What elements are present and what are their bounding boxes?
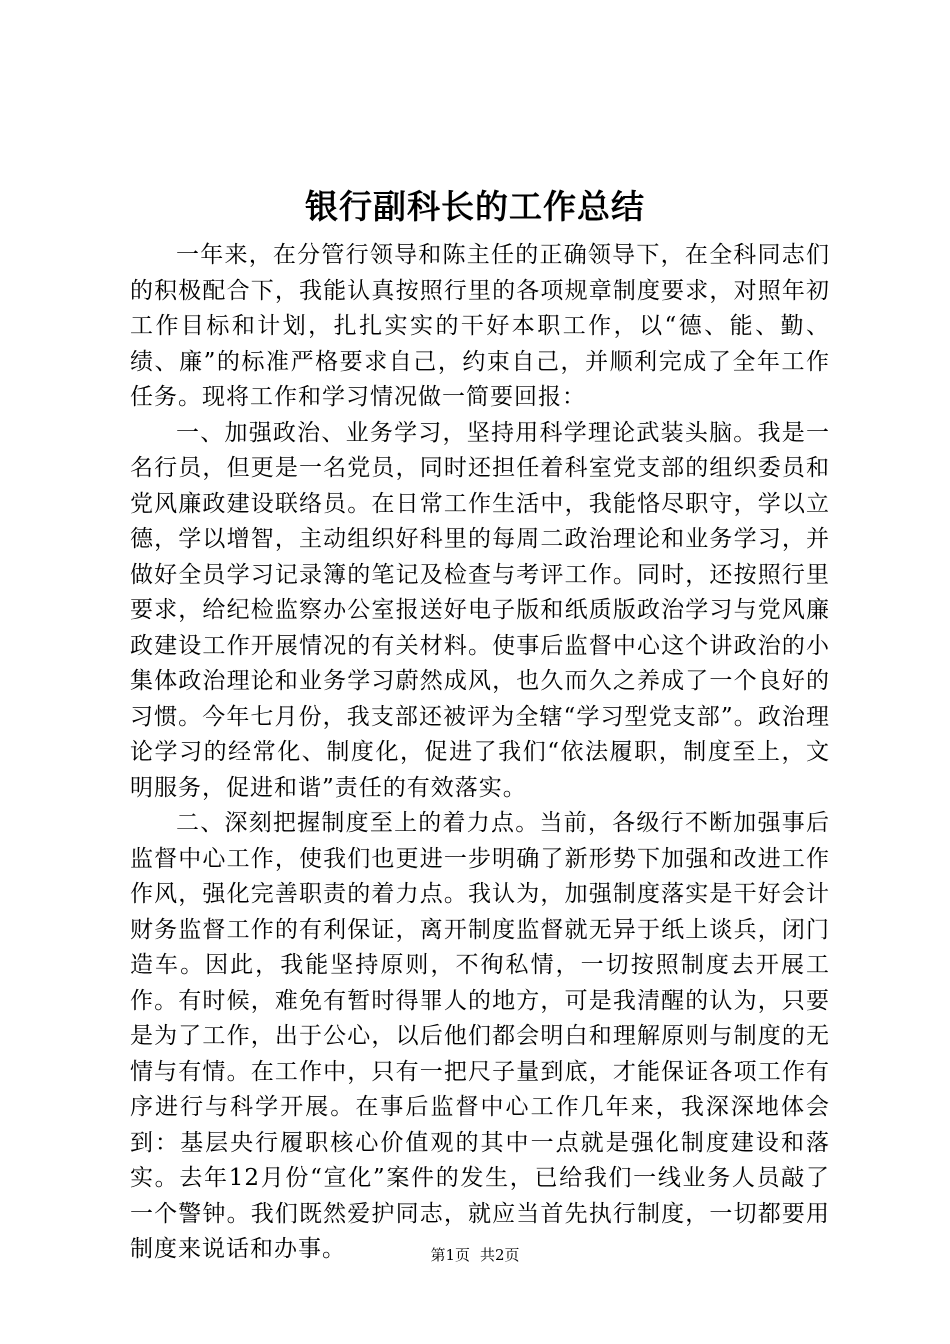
paragraph-section-2: 二、深刻把握制度至上的着力点。当前，各级行不断加强事后监督中心工作，使我们也更进一步明确了新形势下加强和改进工作作风，强化完善职责的着力点。我认为，加强制度落实是干好会计财务监督工作的有利保证，离开制度监督就无异于纸上谈兵，闭门造车。因此，我能坚持原则，不徇私情，一切按照制度去开展工作。有时候，难免有暂时得罪人的地方，可是我清醒的认为，只要是为了工作，出于公心，以后他们都会明白和理解原则与制度的无情与有情。在工作中，只有一把尺子量到底，才能保证各项工作有序进行与科学开展。在事后监督中心工作几年来，我深深地体会到：基层央行履职核心价值观的其中一点就是强化制度建设和落实。去年12月份“宣化”案件的发生，已给我们一线业务人员敲了一个警钟。我们既然爱护同志，就应当首先执行制度，一切都要用制度来说话和办事。 [130, 810, 830, 1262]
page-total: 共2页 [480, 1246, 520, 1264]
paragraph-intro: 一年来，在分管行领导和陈主任的正确领导下，在全科同志们的积极配合下，我能认真按照行里的各项规章制度要求，对照年初工作目标和计划，扎扎实实的干好本职工作，以“德、能、勤、绩、廉”的标准严格要求自己，约束自己，并顺利完成了全年工作任务。现将工作和学习情况做一简要回报： [130, 242, 830, 410]
page-footer [0, 1245, 950, 1265]
page-number: 第1页 [430, 1246, 470, 1264]
document-body [130, 238, 830, 1268]
document-title: 银行副科长的工作总结 [305, 187, 645, 226]
paragraph-section-1: 一、加强政治、业务学习，坚持用科学理论武装头脑。我是一名行员，但更是一名党员，同时还担任着科室党支部的组织委员和党风廉政建设联络员。在日常工作生活中，我能恪尽职守，学以立德，学以增智，主动组织好科里的每周二政治理论和业务学习，并做好全员学习记录簿的笔记及检查与考评工作。同时，还按照行里要求，给纪检监察办公室报送好电子版和纸质版政治学习与党风廉政建设工作开展情况的有关材料。使事后监督中心这个讲政治的小集体政治理论和业务学习蔚然成风，也久而久之养成了一个良好的习惯。今年七月份，我支部还被评为全辖“学习型党支部”。政治理论学习的经常化、制度化，促进了我们“依法履职，制度至上，文明服务，促进和谐”责任的有效落实。 [130, 419, 830, 801]
